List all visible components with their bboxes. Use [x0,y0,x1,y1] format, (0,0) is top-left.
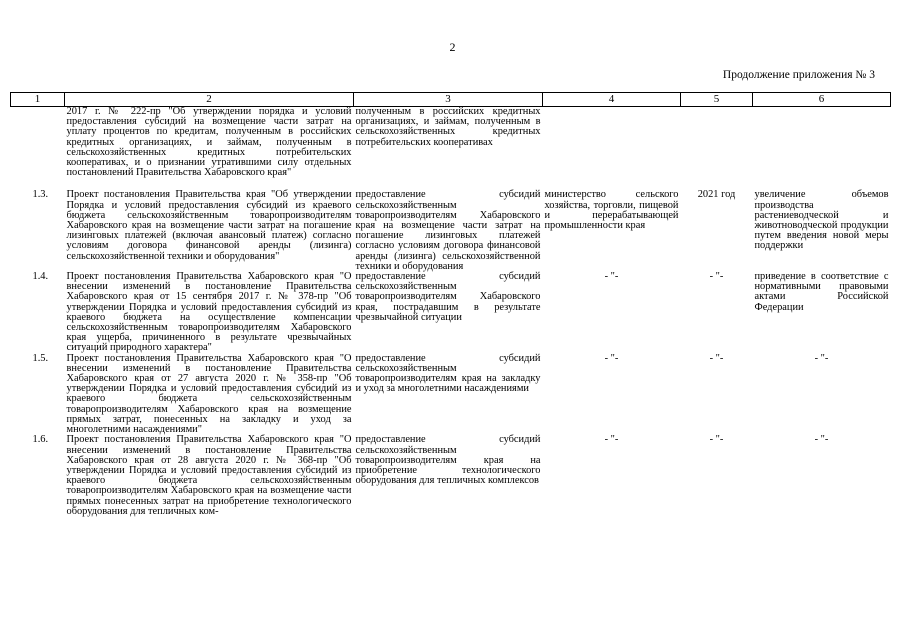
table-row [11,354,891,436]
table-row [11,272,891,354]
row-number: 1.3. [32,189,49,201]
table-row [11,107,891,179]
expected-result: - "- [814,434,829,446]
executor [543,107,681,179]
regulation-purpose: предоставление субсидий сельскохозяйственным товаропроизводителям края на закладку и уход за многолетними насаждениями [355,352,541,395]
column-header-2: 2 [65,93,354,107]
document-name: Проект постановления Правительства Хабаровского края "О внесении изменений в постановление Правительства Хабаровского края от 15 сентября 2017 г. № 378-пр "Об утверждении Порядка и условий предоставления субсидий из краевого бюджета на осуществление компенсации сельскохозяйственным товаропроизводителям Хабаровского края ущерба, причиненного в результате чрезвычайных ситуаций природного характера" [66,271,352,354]
page-number: 2 [449,40,456,54]
deadline-year: - "- [709,352,724,364]
executor: - "- [604,352,619,364]
row-number: 1.4. [32,271,49,283]
executor: министерство сельского хозяйства, торговли, пищевой и перерабатывающей промышленности края [544,189,679,232]
expected-result [753,107,891,179]
executor: - "- [604,271,619,283]
column-header-3: 3 [354,93,543,107]
expected-result: приведение в соответствие с нормативными правовыми актами Российской Федерации [754,271,889,313]
column-header-1: 1 [11,93,65,107]
appendix-table [10,92,891,517]
row-number [11,107,65,179]
document-name: Проект постановления Правительства края "Об утверждении Порядка и условий предоставления субсидий из краевого бюджета сельскохозяйственным товаропроизводителям Хабаровского края на возмещение части затрат на погашение лизинговых платежей (включая авансовый платеж) согласно условиям договора финансовой аренды (лизинга) сельскохозяйственной техники и оборудования" [66,189,352,262]
document-name: 2017 г. № 222-пр "Об утверждении порядка и условий предоставления субсидий на возмещение части затрат на уплату процентов по кредитам, полученным в российских кредитных организациях, и займам, полученным в сельскохозяйственных кредитных потребительских кооперативах, и о признании утратившими силу отдельных постановлений Правительства Хабаровского края" [66,106,352,179]
row-number: 1.5. [32,352,49,364]
regulation-purpose: предоставление субсидий сельскохозяйственным товаропроизводителям края на приобретение технологического оборудования для тепличных комплексов [355,434,541,487]
column-number-row [11,93,891,107]
regulation-purpose: предоставление субсидий сельскохозяйственным товаропроизводителям Хабаровского края на возмещение части затрат на погашение лизинговых платежей согласно условиям договора финансовой аренды (лизинга) сельскохозяйственной техники и оборудования [355,189,541,272]
document-name: Проект постановления Правительства Хабаровского края "О внесении изменений в постановление Правительства Хабаровского края от 28 августа 2020 г. № 368-пр "Об утверждении Порядка и условий предоставления субсидий из краевого бюджета сельскохозяйственным товаропроизводителям Хабаровского края на возмещение части прямых понесенных затрат на приобретение технологического оборудования для тепличных ком- [66,434,352,517]
column-header-5: 5 [681,93,753,107]
table-row [11,435,891,517]
expected-result: увеличение объемов производства растениеводческой и животноводческой продукции путем введения новой меры поддержки [754,189,889,252]
column-header-4: 4 [543,93,681,107]
executor: - "- [604,434,619,446]
regulation-purpose: предоставление субсидий сельскохозяйственным товаропроизводителям Хабаровского края, пострадавшим в результате чрезвычайной ситуации [355,271,541,323]
deadline-year: - "- [709,434,724,446]
row-number: 1.6. [32,434,49,446]
deadline-year: - "- [709,271,724,283]
column-header-6: 6 [753,93,891,107]
table-row [11,178,891,272]
deadline-year [681,107,753,179]
document-name: Проект постановления Правительства Хабаровского края "О внесении изменений в постановление Правительства Хабаровского края от 27 августа 2020 г. № 358-пр "Об утверждении Порядка и условий предоставления субсидий из краевого бюджета сельскохозяйственным товаропроизводителям Хабаровского края на возмещение прямых затрат, понесенных на закладку и уход за многолетними насаждениями" [66,352,352,436]
regulation-purpose: полученным в российских кредитных организациях, и займам, полученным в сельскохозяйственных кредитных потребительских кооперативах [355,106,541,148]
continuation-label: Продолжение приложения № 3 [722,69,875,81]
expected-result: - "- [814,352,829,364]
deadline-year: 2021 год [697,189,736,201]
